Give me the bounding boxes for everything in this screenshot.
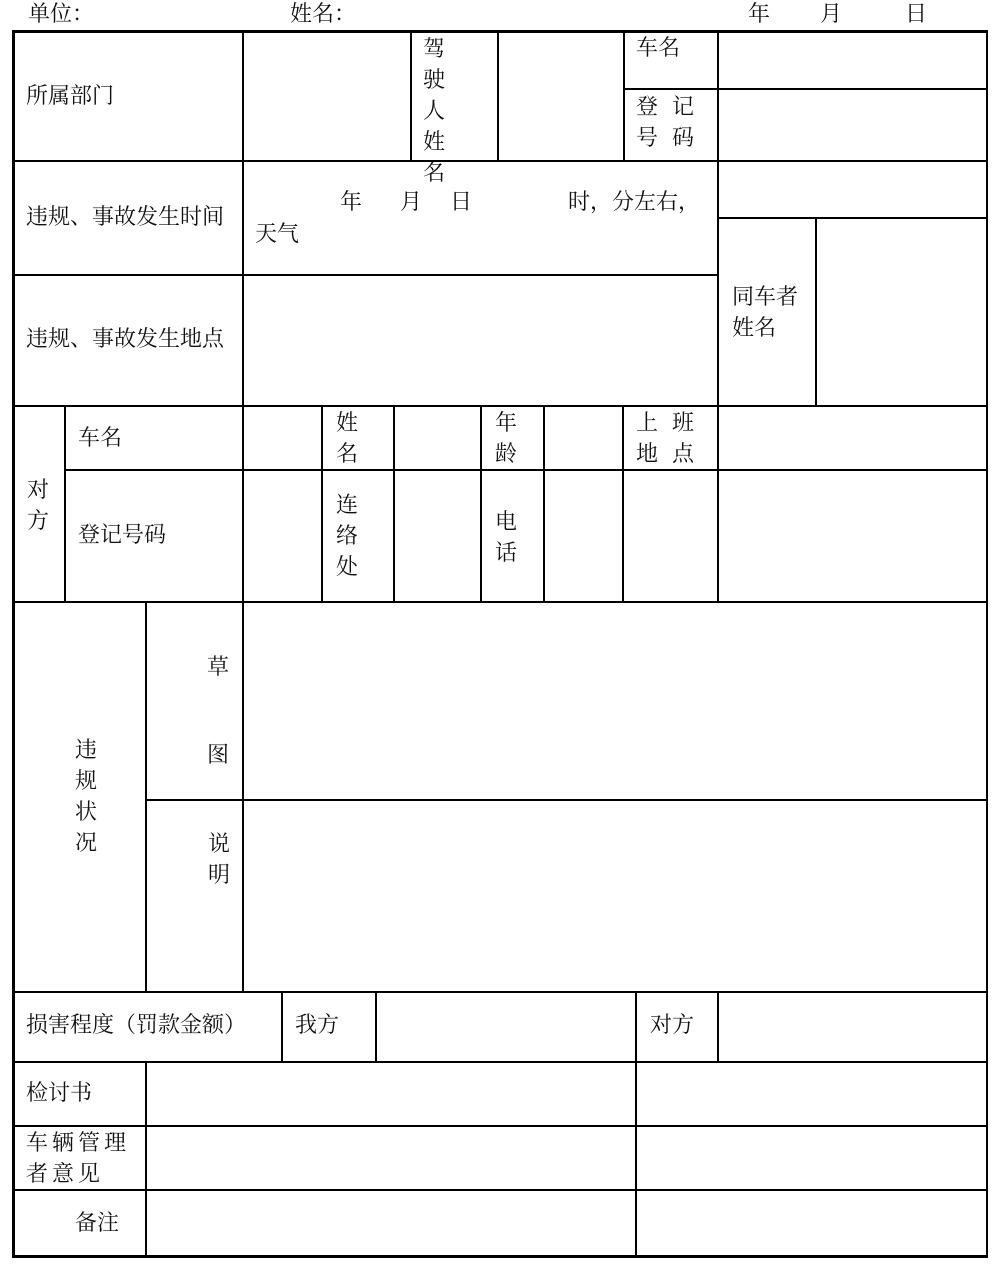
row-divider bbox=[718, 217, 988, 219]
col-divider bbox=[497, 30, 499, 161]
row-divider bbox=[12, 991, 988, 993]
row-divider bbox=[12, 1061, 988, 1063]
col-divider bbox=[623, 30, 625, 161]
time-year: 年 bbox=[340, 190, 363, 215]
violation-label: 违规状况 bbox=[74, 738, 97, 856]
col-divider bbox=[242, 601, 244, 992]
op-name-label: 姓名 bbox=[335, 411, 358, 467]
car-name-label: 车名 bbox=[636, 36, 681, 61]
place-label: 违规、事故发生地点 bbox=[26, 327, 225, 352]
col-divider bbox=[622, 405, 624, 602]
passenger-label: 同车者姓名 bbox=[732, 285, 799, 341]
op-contact-label: 连络处 bbox=[335, 493, 358, 580]
row-divider bbox=[12, 405, 988, 407]
sketch-char-2: 图 bbox=[207, 743, 230, 768]
col-divider bbox=[242, 405, 244, 602]
name-label: 姓名： bbox=[290, 2, 357, 27]
col-divider bbox=[480, 405, 482, 602]
remarks-label: 备注 bbox=[75, 1211, 120, 1236]
explain-label: 说明 bbox=[207, 832, 230, 888]
reg-no-label: 登记号码 bbox=[636, 95, 709, 151]
row-divider bbox=[145, 799, 988, 801]
other-party-label: 对方 bbox=[26, 478, 49, 534]
col-divider bbox=[410, 30, 412, 161]
op-car-name-label: 车名 bbox=[78, 426, 123, 451]
day-label: 日 bbox=[905, 2, 928, 27]
col-divider bbox=[717, 991, 719, 1062]
col-divider bbox=[635, 1061, 637, 1258]
op-phone-label: 电话 bbox=[494, 510, 517, 566]
col-divider bbox=[717, 30, 719, 161]
weather-label: 天气 bbox=[255, 222, 300, 247]
col-divider bbox=[145, 1061, 147, 1258]
time-day: 日 bbox=[450, 190, 473, 215]
col-divider bbox=[145, 601, 147, 992]
col-divider bbox=[321, 405, 323, 602]
time-month: 月 bbox=[400, 190, 423, 215]
op-work-label: 上班地点 bbox=[636, 411, 709, 467]
row-divider bbox=[12, 274, 718, 276]
col-divider bbox=[64, 405, 66, 602]
col-divider bbox=[543, 405, 545, 602]
row-divider bbox=[12, 1125, 988, 1127]
dept-label: 所属部门 bbox=[26, 84, 115, 109]
op-age-label: 年龄 bbox=[494, 411, 517, 467]
month-label: 月 bbox=[820, 2, 843, 27]
col-divider bbox=[635, 991, 637, 1062]
col-divider bbox=[242, 160, 244, 406]
col-divider bbox=[815, 217, 817, 406]
row-divider bbox=[12, 1189, 988, 1191]
unit-label: 单位： bbox=[28, 2, 95, 27]
self-review-label: 检讨书 bbox=[26, 1081, 93, 1106]
manager-opinion-label: 车辆管理者意见 bbox=[26, 1131, 131, 1187]
damage-label: 损害程度（罚款金额） bbox=[26, 1013, 247, 1038]
sketch-char-1: 草 bbox=[207, 655, 230, 680]
year-label: 年 bbox=[748, 2, 771, 27]
row-divider bbox=[12, 601, 988, 603]
row-divider bbox=[12, 160, 988, 162]
time-hour: 时，分左右， bbox=[568, 190, 701, 215]
col-divider bbox=[717, 405, 719, 602]
col-divider bbox=[375, 991, 377, 1062]
driver-name-label: 驾驶人姓名 bbox=[423, 37, 460, 186]
col-divider bbox=[242, 30, 244, 161]
col-divider bbox=[717, 160, 719, 406]
row-divider bbox=[624, 88, 988, 90]
op-reg-label: 登记号码 bbox=[78, 523, 167, 548]
row-divider bbox=[64, 469, 988, 471]
col-divider bbox=[393, 405, 395, 602]
col-divider bbox=[281, 991, 283, 1062]
their-side-label: 对方 bbox=[650, 1013, 695, 1038]
time-label: 违规、事故发生时间 bbox=[26, 205, 225, 230]
our-side-label: 我方 bbox=[295, 1013, 340, 1038]
